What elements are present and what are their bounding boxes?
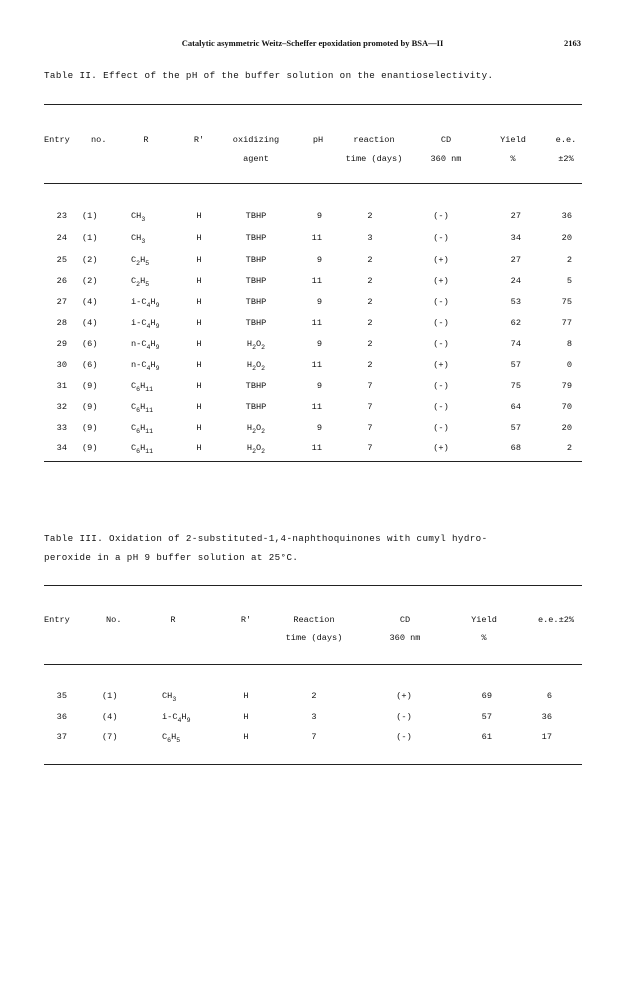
cell-ph: 9 [316,297,322,307]
cell-rprime: H [196,318,202,328]
cell-no: (6) [82,339,98,349]
r-base: C [131,402,137,412]
r-base: n-C [131,360,147,370]
cell-rprime: H [196,211,202,221]
r-sub: 6 [136,386,141,393]
cell-entry: 28 [56,318,67,328]
ox-sub: 2 [252,448,256,455]
cell-time: 3 [367,233,373,243]
r-sub: 3 [141,238,146,245]
cell-time: 7 [367,443,373,453]
header-r: R [143,135,149,145]
cell-cd: (-) [396,732,412,742]
cell-no: (9) [82,402,98,412]
r-mid: H [140,255,146,265]
cell-entry: 29 [56,339,67,349]
ox-a: H [246,423,253,433]
ox-a: H [246,360,253,370]
table3-header-rule [44,664,582,665]
header-ee-error: ±2% [558,154,574,164]
header-cd-nm: 360 nm [389,633,421,643]
ox-sub2: 2 [261,344,266,351]
cell-no: (2) [82,255,98,265]
r-sub2: 11 [145,407,154,414]
page-number: 2163 [564,38,581,48]
cell-yield: 75 [510,381,521,391]
cell-yield: 57 [510,360,521,370]
cell-cd: (-) [433,211,449,221]
header-oxidizing: oxidizing [232,135,280,145]
cell-entry: 31 [56,381,67,391]
cell-cd: (-) [433,233,449,243]
cell-no: (9) [82,443,98,453]
r-mid: H [140,443,146,453]
table3-caption-line2: peroxide in a pH 9 buffer solution at 25°C. [44,552,299,563]
r-mid: H [140,402,146,412]
cell-rprime: H [196,233,202,243]
r-mid: H [181,712,187,722]
r-sub: 4 [146,302,151,309]
cell-rprime: H [196,423,202,433]
cell-oxidizing-agent [247,443,265,453]
header-no: no. [91,135,107,145]
cell-oxidizing-agent [247,339,265,349]
r-base: CH [131,211,142,221]
ox-sub2: 2 [261,428,266,435]
cell-ee: 75 [561,297,572,307]
cell-time: 2 [367,255,373,265]
cell-yield: 27 [510,255,521,265]
header-yield-pct: % [481,633,487,643]
r-sub: 4 [146,323,151,330]
r-base: C [131,276,137,286]
cell-oxidizing-agent [247,360,265,370]
ox-a: TBHP [245,318,267,328]
cell-entry: 30 [56,360,67,370]
cell-yield: 57 [481,712,492,722]
r-sub: 2 [136,281,141,288]
header-ee: e.e. [555,135,577,145]
cell-cd: (+) [433,276,449,286]
cell-rprime: H [243,732,249,742]
ox-a: H [246,443,253,453]
cell-ph: 11 [311,402,322,412]
cell-ph: 11 [311,443,322,453]
cell-ph: 9 [316,423,322,433]
cell-entry: 26 [56,276,67,286]
cell-ee: 70 [561,402,572,412]
ox-a: TBHP [245,402,267,412]
r-sub: 6 [136,407,141,414]
cell-ph: 9 [316,381,322,391]
r-sub2: 11 [145,386,154,393]
r-sub2: 9 [155,323,160,330]
cell-rprime: H [196,276,202,286]
cell-no: (4) [82,297,98,307]
cell-oxidizing-agent [246,276,267,286]
r-sub: 6 [136,428,141,435]
cell-no: (4) [102,712,118,722]
r-sub2: 5 [145,260,150,267]
cell-no: (4) [82,318,98,328]
header-no: No. [106,615,122,625]
header-r: R [170,615,176,625]
cell-ee: 77 [561,318,572,328]
header-ee: e.e.±2% [537,615,575,625]
cell-yield: 68 [510,443,521,453]
r-mid: H [140,381,146,391]
ox-b: O [256,443,262,453]
cell-yield: 57 [510,423,521,433]
r-sub: 2 [136,260,141,267]
ox-sub: 2 [252,428,256,435]
cell-r [162,691,176,701]
cell-rprime: H [196,381,202,391]
cell-oxidizing-agent [246,255,267,265]
cell-ph: 11 [311,360,322,370]
table3-bottom-rule [44,764,582,765]
r-base: C [131,381,137,391]
cell-ee: 0 [566,360,572,370]
cell-no: (1) [82,233,98,243]
cell-cd: (-) [433,381,449,391]
header-time: time (days) [285,633,343,643]
cell-ee: 17 [541,732,552,742]
cell-time: 2 [367,360,373,370]
header-rprime: R' [193,135,205,145]
cell-rprime: H [196,360,202,370]
cell-ee: 79 [561,381,572,391]
cell-ph: 9 [316,339,322,349]
ox-sub2: 2 [261,365,266,372]
cell-oxidizing-agent [246,381,267,391]
ox-a: TBHP [245,211,267,221]
table2-top-rule [44,104,582,105]
cell-yield: 24 [510,276,521,286]
cell-yield: 62 [510,318,521,328]
cell-r [131,276,149,286]
cell-oxidizing-agent [247,423,265,433]
cell-r [131,297,159,307]
cell-r [131,423,153,433]
cell-ee: 2 [566,443,572,453]
cell-no: (7) [102,732,118,742]
cell-time: 2 [367,276,373,286]
header-agent: agent [243,154,269,164]
r-sub: 3 [141,216,146,223]
table3-caption-line1: Table III. Oxidation of 2-substituted-1,4-naphthoquinones with cumyl hydro- [44,533,488,544]
r-sub: 6 [136,448,141,455]
cell-ee: 2 [566,255,572,265]
ox-a: TBHP [245,233,267,243]
cell-ee: 6 [546,691,552,701]
ox-sub2: 2 [261,448,266,455]
cell-oxidizing-agent [246,318,267,328]
cell-yield: 74 [510,339,521,349]
cell-ee: 5 [566,276,572,286]
r-mid: H [150,318,156,328]
r-sub: 6 [167,737,172,744]
cell-yield: 61 [481,732,492,742]
cell-time: 7 [311,732,317,742]
r-base: i-C [162,712,178,722]
r-sub2: 11 [145,428,154,435]
ox-a: TBHP [245,255,267,265]
table2-bottom-rule [44,461,582,462]
cell-rprime: H [243,691,249,701]
cell-ee: 20 [561,233,572,243]
cell-cd: (-) [433,402,449,412]
cell-entry: 24 [56,233,67,243]
cell-time: 7 [367,402,373,412]
r-mid: H [150,339,156,349]
cell-no: (1) [102,691,118,701]
cell-ph: 9 [316,211,322,221]
cell-no: (9) [82,423,98,433]
r-mid: H [150,297,156,307]
cell-rprime: H [196,255,202,265]
table2-caption: Table II. Effect of the pH of the buffer solution on the enantioselectivity. [44,70,494,81]
header-yield: Yield [500,135,526,145]
cell-no: (1) [82,211,98,221]
cell-rprime: H [243,712,249,722]
cell-cd: (+) [433,443,449,453]
cell-cd: (-) [433,339,449,349]
cell-ee: 20 [561,423,572,433]
cell-time: 2 [311,691,317,701]
header-cd: CD [440,135,452,145]
cell-entry: 32 [56,402,67,412]
cell-ph: 9 [316,255,322,265]
cell-entry: 36 [56,712,67,722]
cell-ph: 11 [311,276,322,286]
cell-entry: 33 [56,423,67,433]
ox-a: TBHP [245,297,267,307]
r-sub2: 5 [176,737,181,744]
r-sub: 4 [146,365,151,372]
r-base: C [131,255,137,265]
cell-cd: (-) [433,318,449,328]
cell-ee: 36 [541,712,552,722]
cell-r [131,255,149,265]
cell-cd: (-) [433,297,449,307]
r-sub2: 5 [145,281,150,288]
cell-yield: 27 [510,211,521,221]
header-reaction: reaction [353,135,395,145]
r-base: i-C [131,297,147,307]
cell-time: 7 [367,423,373,433]
cell-ee: 8 [566,339,572,349]
cell-entry: 23 [56,211,67,221]
header-ph: pH [312,135,324,145]
cell-cd: (+) [433,360,449,370]
cell-oxidizing-agent [246,211,267,221]
r-sub: 4 [177,717,182,724]
cell-rprime: H [196,443,202,453]
header-reaction: Reaction [293,615,335,625]
cell-oxidizing-agent [246,233,267,243]
cell-rprime: H [196,297,202,307]
r-base: CH [131,233,142,243]
header-entry: Entry [44,135,70,145]
r-base: n-C [131,339,147,349]
cell-r [131,360,159,370]
ox-b: O [256,423,262,433]
cell-yield: 34 [510,233,521,243]
cell-rprime: H [196,339,202,349]
cell-time: 7 [367,381,373,391]
cell-time: 2 [367,211,373,221]
cell-oxidizing-agent [246,402,267,412]
ox-sub: 2 [252,344,256,351]
cell-yield: 69 [481,691,492,701]
cell-entry: 25 [56,255,67,265]
cell-rprime: H [196,402,202,412]
header-cd-nm: 360 nm [430,154,462,164]
r-mid: H [140,276,146,286]
header-entry: Entry [44,615,70,625]
header-yield: Yield [471,615,497,625]
r-base: i-C [131,318,147,328]
ox-a: TBHP [245,276,267,286]
cell-cd: (+) [396,691,412,701]
cell-ph: 11 [311,233,322,243]
cell-entry: 35 [56,691,67,701]
cell-r [131,211,145,221]
cell-cd: (-) [433,423,449,433]
header-cd: CD [399,615,411,625]
r-sub: 4 [146,344,151,351]
r-base: CH [162,691,173,701]
cell-no: (2) [82,276,98,286]
cell-entry: 34 [56,443,67,453]
ox-a: TBHP [245,381,267,391]
cell-ee: 36 [561,211,572,221]
cell-time: 2 [367,297,373,307]
cell-yield: 64 [510,402,521,412]
cell-time: 2 [367,339,373,349]
cell-cd: (+) [433,255,449,265]
cell-r [131,381,153,391]
r-sub: 3 [172,696,177,703]
cell-r [131,402,153,412]
cell-yield: 53 [510,297,521,307]
cell-entry: 37 [56,732,67,742]
cell-r [162,712,190,722]
cell-cd: (-) [396,712,412,722]
cell-no: (6) [82,360,98,370]
cell-time: 3 [311,712,317,722]
ox-b: O [256,360,262,370]
r-sub2: 11 [145,448,154,455]
table3-top-rule [44,585,582,586]
cell-r [131,233,145,243]
r-sub2: 9 [186,717,191,724]
cell-r [131,318,159,328]
running-title: Catalytic asymmetric Weitz–Scheffer epoxidation promoted by BSA—II [181,38,444,48]
r-mid: H [150,360,156,370]
cell-entry: 27 [56,297,67,307]
cell-r [162,732,180,742]
header-rprime: R' [240,615,252,625]
r-sub2: 9 [155,344,160,351]
ox-b: O [256,339,262,349]
r-mid: H [171,732,177,742]
r-sub2: 9 [155,365,160,372]
cell-ph: 11 [311,318,322,328]
cell-no: (9) [82,381,98,391]
r-base: C [162,732,168,742]
ox-a: H [246,339,253,349]
header-time: time (days) [345,154,403,164]
cell-oxidizing-agent [246,297,267,307]
r-mid: H [140,423,146,433]
ox-sub: 2 [252,365,256,372]
r-sub2: 9 [155,302,160,309]
cell-r [131,443,153,453]
r-base: C [131,443,137,453]
cell-r [131,339,159,349]
cell-time: 2 [367,318,373,328]
table2-header-rule [44,183,582,184]
r-base: C [131,423,137,433]
header-yield-pct: % [510,154,516,164]
